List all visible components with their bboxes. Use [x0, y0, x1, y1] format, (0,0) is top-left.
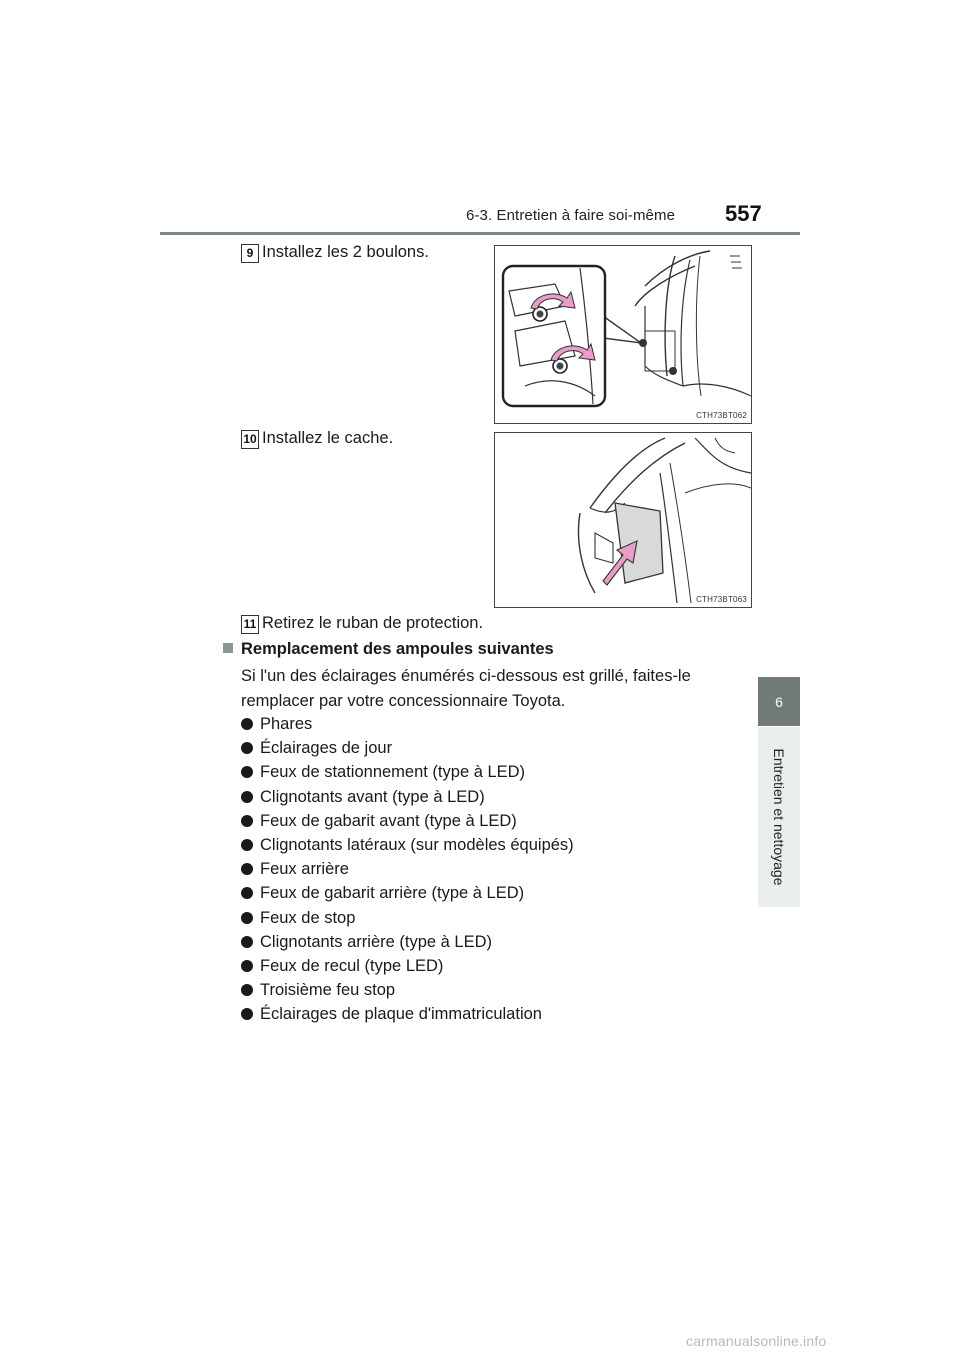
- list-item: Feux de gabarit avant (type à LED): [241, 809, 574, 833]
- bullet-icon: [241, 815, 253, 827]
- header-divider: [160, 232, 800, 235]
- bullet-icon: [241, 742, 253, 754]
- step-text-10: Installez le cache.: [262, 429, 394, 447]
- chapter-title: Entretien et nettoyage: [771, 748, 787, 886]
- bullet-icon: [241, 863, 253, 875]
- figure-code-062: CTH73BT062: [696, 411, 747, 420]
- bullet-icon: [241, 960, 253, 972]
- figure-install-bolts-illustration: [495, 246, 751, 423]
- list-item: Feux de stop: [241, 906, 574, 930]
- list-item: Troisième feu stop: [241, 978, 574, 1002]
- list-item: Phares: [241, 712, 574, 736]
- chapter-tab: [758, 677, 800, 726]
- figure-install-cover-illustration: [495, 433, 751, 607]
- bullet-icon: [241, 1008, 253, 1020]
- bullet-icon: [241, 936, 253, 948]
- step-text-9: Installez les 2 boulons.: [262, 243, 429, 261]
- bullet-icon: [241, 791, 253, 803]
- step-number-10: 10: [241, 430, 259, 449]
- bullet-icon: [241, 718, 253, 730]
- list-item: Feux de gabarit arrière (type à LED): [241, 881, 574, 905]
- list-item: Clignotants arrière (type à LED): [241, 930, 574, 954]
- section-marker-icon: [223, 643, 233, 653]
- bullet-icon: [241, 887, 253, 899]
- step-number-9: 9: [241, 244, 259, 263]
- list-item: Clignotants avant (type à LED): [241, 785, 574, 809]
- step-text-11: Retirez le ruban de protection.: [262, 614, 484, 632]
- section-heading-text: Remplacement des ampoules suivantes: [241, 640, 554, 658]
- section-heading: [223, 640, 554, 659]
- list-item: Feux arrière: [241, 857, 574, 881]
- header-section-title: 6-3. Entretien à faire soi-même: [466, 207, 676, 224]
- section-paragraph: Si l'un des éclairages énumérés ci-dessous est grillé, faites-le remplacer par votre concessionnaire Toyota.: [241, 667, 691, 710]
- list-item: Éclairages de jour: [241, 736, 574, 760]
- bullet-icon: [241, 839, 253, 851]
- page-number: 557: [725, 201, 762, 226]
- bullet-icon: [241, 912, 253, 924]
- watermark-link[interactable]: carmanualsonline.info: [686, 1333, 827, 1349]
- list-item: Feux de stationnement (type à LED): [241, 760, 574, 784]
- list-item: Feux de recul (type LED): [241, 954, 574, 978]
- figure-install-cover: [494, 432, 752, 608]
- bulb-list: [241, 712, 574, 1026]
- figure-code-063: CTH73BT063: [696, 595, 747, 604]
- figure-install-bolts: [494, 245, 752, 424]
- list-item: Clignotants latéraux (sur modèles équipés): [241, 833, 574, 857]
- bullet-icon: [241, 984, 253, 996]
- list-item: Éclairages de plaque d'immatriculation: [241, 1002, 574, 1026]
- step-number-11: 11: [241, 615, 259, 634]
- chapter-number: 6: [775, 693, 783, 710]
- bullet-icon: [241, 766, 253, 778]
